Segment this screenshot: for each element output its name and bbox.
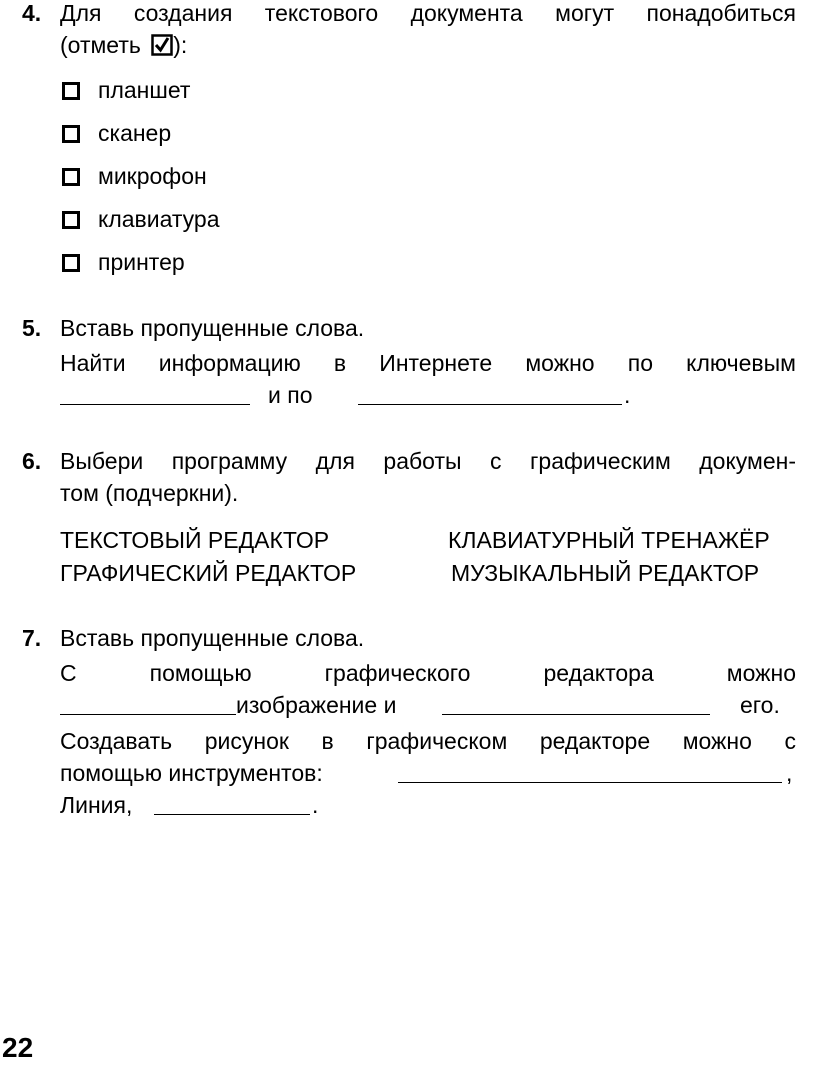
task7-line5-end: . [312, 792, 319, 818]
checkbox-printer[interactable] [62, 254, 80, 272]
answer-blank-7d[interactable] [154, 814, 310, 815]
task7-line4-end: , [786, 760, 793, 786]
task7-text-line5: Линия, [60, 792, 133, 818]
program-graphic-editor[interactable]: ГРАФИЧЕСКИЙ РЕДАКТОР [60, 560, 357, 586]
answer-blank-5b[interactable] [358, 404, 622, 405]
task5-connector: и по [268, 382, 313, 408]
option-printer: принтер [98, 249, 185, 275]
task7-line2-mid: изображение и [236, 692, 397, 718]
program-music-editor[interactable]: МУЗЫКАЛЬНЫЙ РЕДАКТОР [451, 560, 760, 586]
task5-number: 5. [22, 315, 42, 341]
option-scanner: сканер [98, 120, 172, 146]
checkbox-tablet[interactable] [62, 82, 80, 100]
task4-line2-after: ): [173, 32, 188, 58]
task5-instruction: Вставь пропущенные слова. [60, 315, 365, 341]
task7-instruction: Вставь пропущенные слова. [60, 625, 365, 651]
task7-text-line1: С помощью графического редактора можно [60, 660, 796, 686]
option-tablet: планшет [98, 77, 191, 103]
task7-text-line3: Создавать рисунок в графическом редакторе можно с [60, 728, 796, 754]
option-keyboard: клавиатура [98, 206, 220, 232]
checkbox-scanner[interactable] [62, 125, 80, 143]
task6-number: 6. [22, 448, 42, 474]
task4-text-line1: Для создания текстового документа могут понадобиться [60, 0, 796, 26]
task6-text-line1: Выбери программу для работы с графическим докумен- [60, 448, 796, 474]
answer-blank-7c[interactable] [398, 782, 782, 783]
task7-text-line4: помощью инструментов: [60, 760, 323, 786]
task5-end-punct: . [624, 382, 631, 408]
task6-text-line2: том (подчеркни). [60, 480, 239, 506]
task5-text-line1: Найти информацию в Интернете можно по ключевым [60, 350, 796, 376]
task4-number: 4. [22, 0, 42, 26]
program-keyboard-trainer[interactable]: КЛАВИАТУРНЫЙ ТРЕНАЖЁР [448, 527, 770, 553]
checkmark-box-icon [151, 34, 173, 56]
answer-blank-7a[interactable] [60, 714, 236, 715]
task7-number: 7. [22, 625, 42, 651]
checkbox-keyboard[interactable] [62, 211, 80, 229]
task4-text-line2 [60, 32, 187, 59]
checkbox-microphone[interactable] [62, 168, 80, 186]
option-microphone: микрофон [98, 163, 207, 189]
answer-blank-5a[interactable] [60, 404, 250, 405]
task4-line2-before: (отметь [60, 32, 141, 58]
answer-blank-7b[interactable] [442, 714, 710, 715]
program-text-editor[interactable]: ТЕКСТОВЫЙ РЕДАКТОР [60, 527, 330, 553]
task7-line2-end: его. [740, 692, 780, 718]
page-number: 22 [2, 1032, 34, 1063]
